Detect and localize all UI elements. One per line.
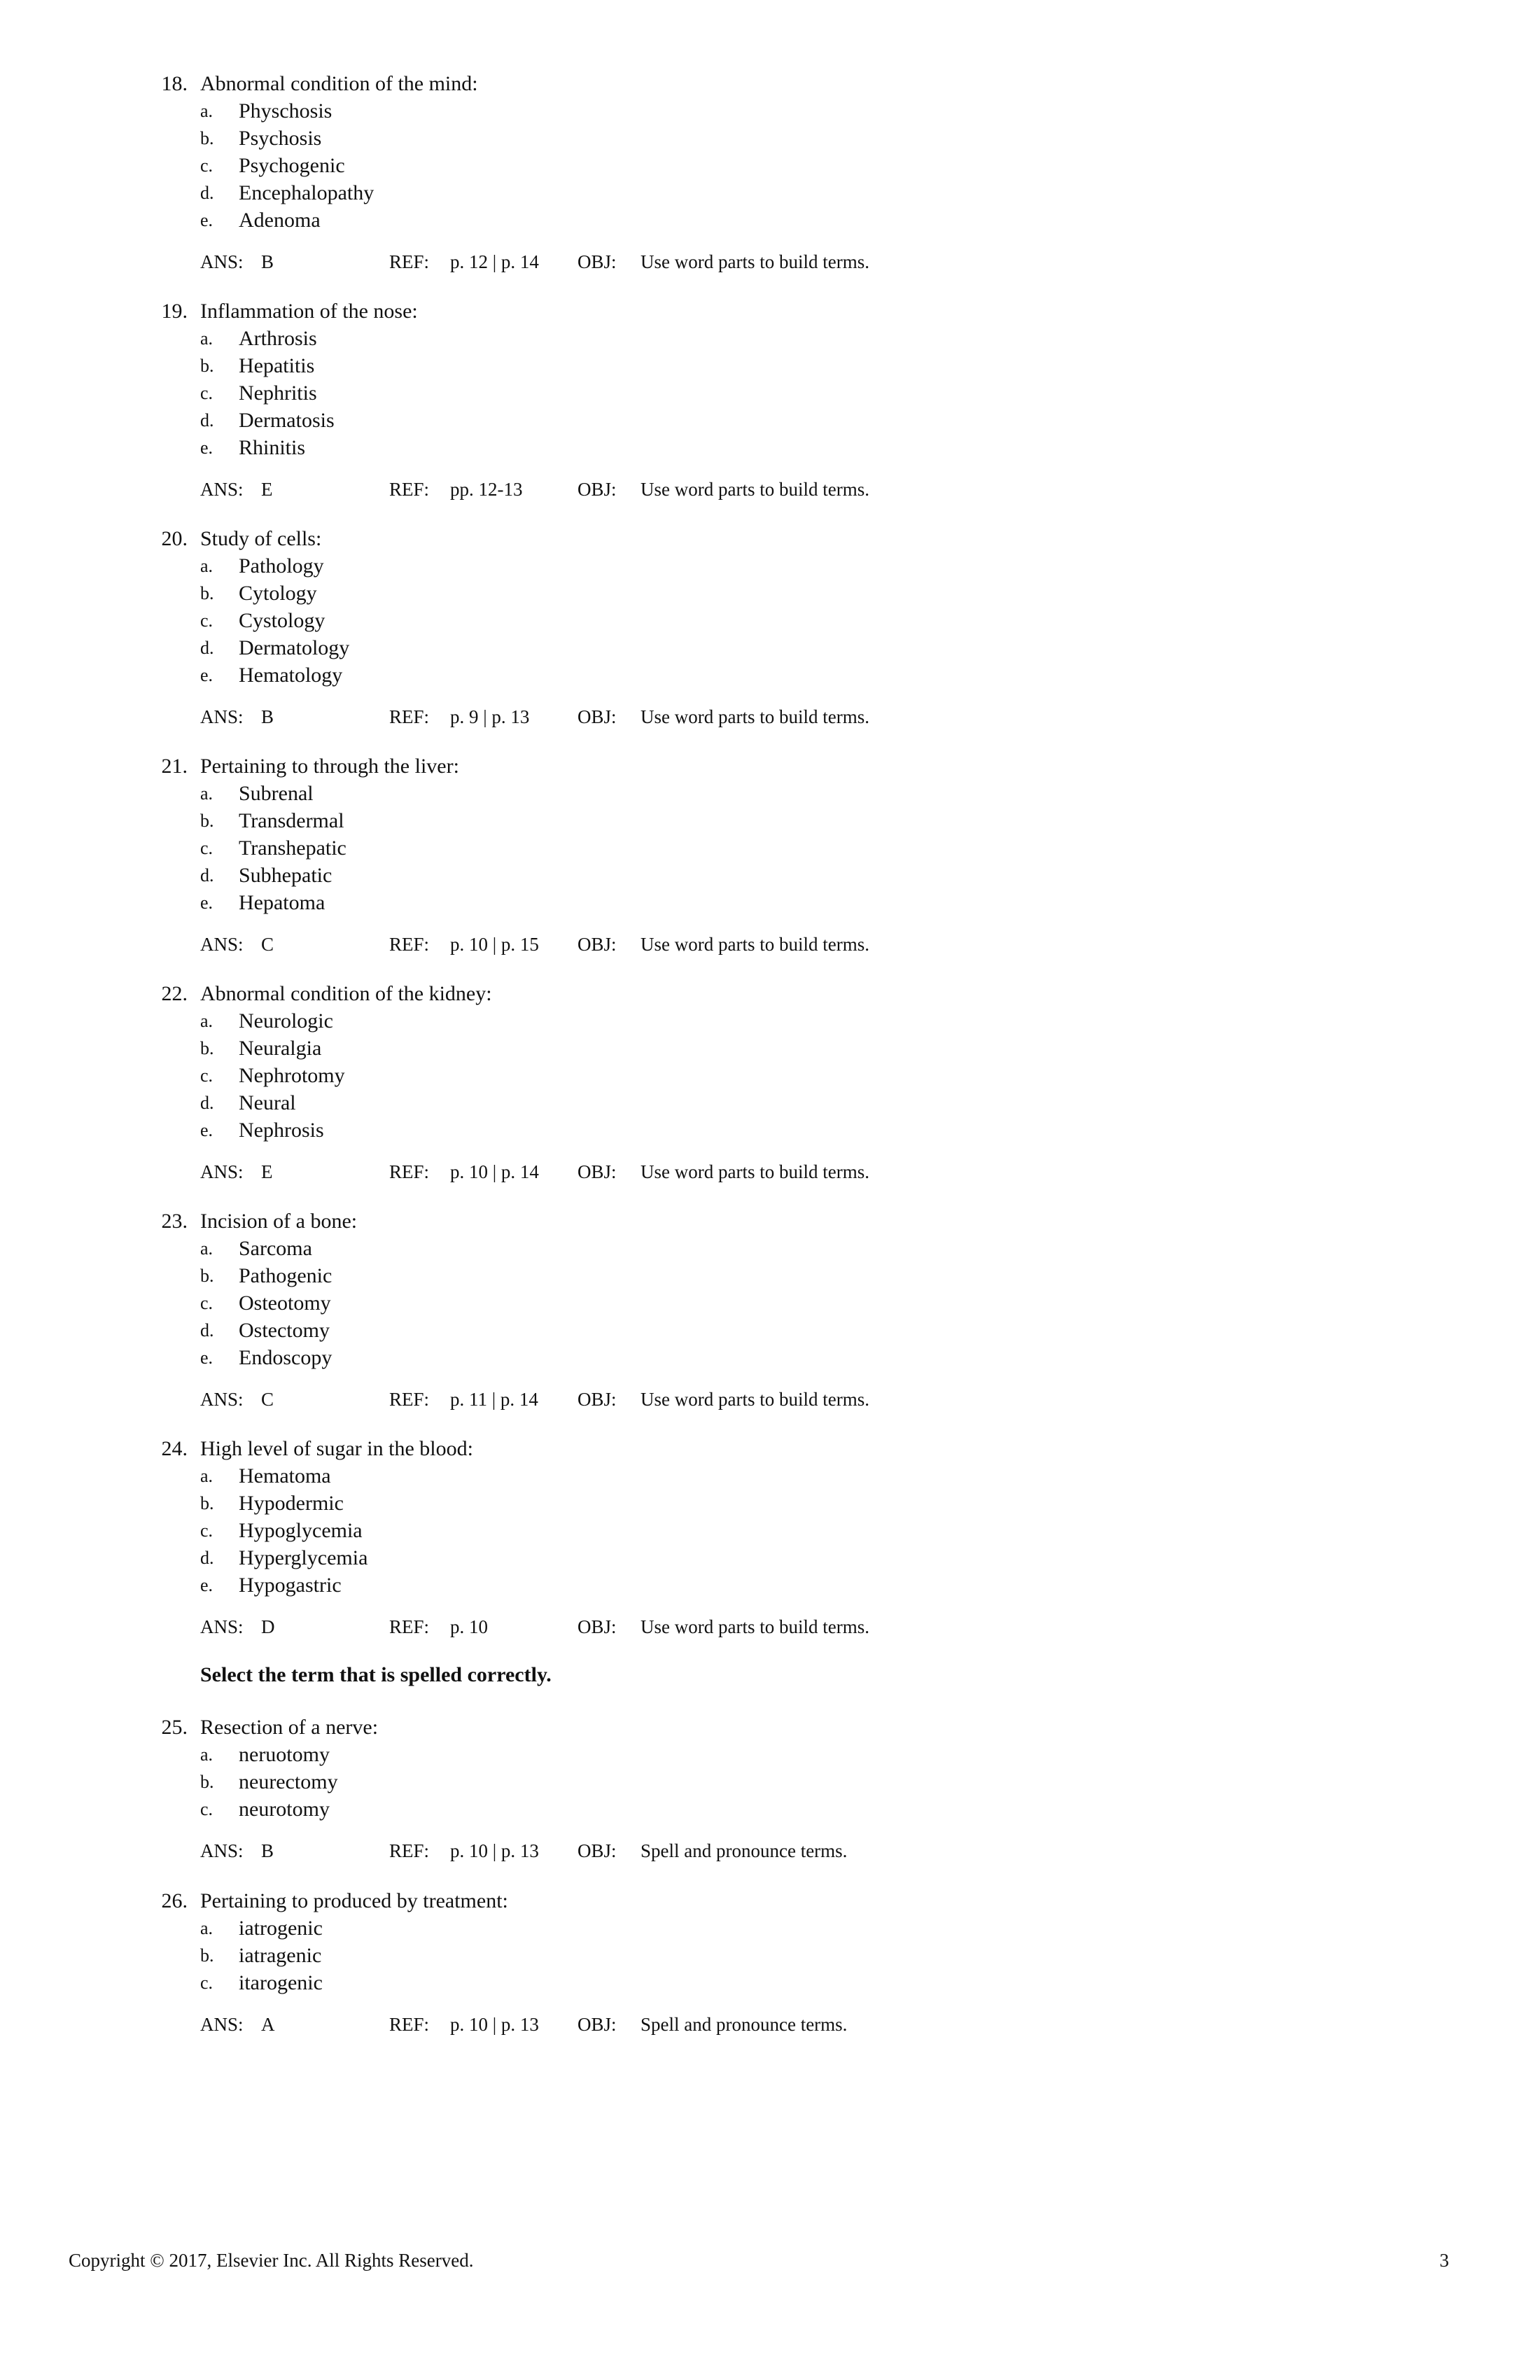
option-letter: b. bbox=[200, 128, 214, 148]
option-text: Encephalopathy bbox=[239, 181, 374, 204]
objective-value: Use word parts to build terms. bbox=[640, 934, 869, 955]
question-stem-row bbox=[147, 525, 1197, 552]
reference-label: REF: bbox=[389, 1840, 430, 1861]
question-number: 20. bbox=[161, 527, 188, 550]
reference-label: REF: bbox=[389, 2014, 430, 2035]
answer-label: ANS: bbox=[200, 479, 244, 500]
option-letter: e. bbox=[200, 1348, 214, 1368]
option-letter: a. bbox=[200, 1744, 214, 1765]
option-text: Subhepatic bbox=[239, 864, 332, 887]
reference-value: p. 9 | p. 13 bbox=[450, 706, 530, 727]
option-letter: c. bbox=[200, 1293, 214, 1313]
objective-value: Use word parts to build terms. bbox=[640, 706, 869, 727]
option-list bbox=[147, 1914, 1197, 1996]
option-text: Psychosis bbox=[239, 127, 322, 150]
option-c bbox=[147, 1289, 1197, 1317]
option-a bbox=[147, 552, 1197, 580]
option-a bbox=[147, 1914, 1197, 1942]
option-letter: c. bbox=[200, 383, 214, 403]
option-list bbox=[147, 1741, 1197, 1823]
option-letter: c. bbox=[200, 1065, 214, 1086]
option-d bbox=[147, 1089, 1197, 1116]
objective-value: Use word parts to build terms. bbox=[640, 1389, 869, 1410]
option-d bbox=[147, 634, 1197, 662]
option-c bbox=[147, 1517, 1197, 1544]
question-24 bbox=[147, 1435, 1197, 1641]
question-stem-row bbox=[147, 1714, 1197, 1741]
objective-value: Use word parts to build terms. bbox=[640, 251, 869, 272]
reference-value: pp. 12-13 bbox=[450, 479, 523, 500]
option-text: Endoscopy bbox=[239, 1346, 332, 1369]
option-list bbox=[147, 1462, 1197, 1599]
option-text: Hematoma bbox=[239, 1464, 331, 1488]
option-d bbox=[147, 862, 1197, 889]
answer-value: E bbox=[261, 479, 273, 500]
option-text: neurectomy bbox=[239, 1770, 338, 1793]
option-letter: e. bbox=[200, 1575, 214, 1595]
option-letter: c. bbox=[200, 155, 214, 176]
option-text: Neural bbox=[239, 1091, 296, 1114]
option-text: neruotomy bbox=[239, 1743, 330, 1766]
question-stem-row bbox=[147, 980, 1197, 1007]
reference-label: REF: bbox=[389, 1389, 430, 1410]
question-26 bbox=[147, 1887, 1197, 2038]
objective-label: OBJ: bbox=[578, 1616, 617, 1637]
option-b bbox=[147, 1490, 1197, 1517]
question-text: Resection of a nerve: bbox=[200, 1716, 379, 1739]
option-text: Pathology bbox=[239, 554, 324, 578]
option-letter: b. bbox=[200, 1266, 214, 1286]
option-e bbox=[147, 1116, 1197, 1144]
objective-label: OBJ: bbox=[578, 2014, 617, 2035]
option-e bbox=[147, 889, 1197, 916]
option-letter: d. bbox=[200, 1548, 214, 1568]
option-c bbox=[147, 379, 1197, 407]
question-18 bbox=[147, 70, 1197, 276]
option-text: Hepatitis bbox=[239, 354, 315, 377]
reference-label: REF: bbox=[389, 934, 430, 955]
question-number: 25. bbox=[161, 1716, 188, 1739]
reference-label: REF: bbox=[389, 251, 430, 272]
copyright-notice: Copyright © 2017, Elsevier Inc. All Rights Reserved. bbox=[69, 2250, 474, 2271]
option-letter: a. bbox=[200, 783, 214, 804]
option-e bbox=[147, 434, 1197, 461]
option-letter: a. bbox=[200, 101, 214, 121]
option-text: Osteotomy bbox=[239, 1292, 331, 1315]
option-d bbox=[147, 407, 1197, 434]
answer-line bbox=[147, 1837, 1197, 1865]
option-b bbox=[147, 1035, 1197, 1062]
question-number: 23. bbox=[161, 1210, 188, 1233]
option-text: Psychogenic bbox=[239, 154, 345, 177]
answer-value: B bbox=[261, 706, 274, 727]
answer-label: ANS: bbox=[200, 1840, 244, 1861]
option-text: Nephrosis bbox=[239, 1119, 324, 1142]
option-text: Ostectomy bbox=[239, 1319, 330, 1342]
option-letter: a. bbox=[200, 556, 214, 576]
question-stem-row bbox=[147, 1435, 1197, 1462]
option-c bbox=[147, 152, 1197, 179]
question-25 bbox=[147, 1714, 1197, 1865]
option-letter: b. bbox=[200, 811, 214, 831]
question-number: 26. bbox=[161, 1889, 188, 1912]
option-letter: b. bbox=[200, 1038, 214, 1058]
option-letter: c. bbox=[200, 1520, 214, 1541]
answer-line bbox=[147, 931, 1197, 958]
option-e bbox=[147, 662, 1197, 689]
option-e bbox=[147, 1344, 1197, 1371]
option-a bbox=[147, 97, 1197, 125]
option-b bbox=[147, 352, 1197, 379]
question-20 bbox=[147, 525, 1197, 731]
objective-value: Use word parts to build terms. bbox=[640, 1161, 869, 1182]
option-letter: c. bbox=[200, 610, 214, 631]
question-text: Study of cells: bbox=[200, 527, 322, 550]
objective-label: OBJ: bbox=[578, 1389, 617, 1410]
reference-label: REF: bbox=[389, 706, 430, 727]
objective-value: Use word parts to build terms. bbox=[640, 1616, 869, 1637]
option-text: Hyperglycemia bbox=[239, 1546, 368, 1569]
option-letter: b. bbox=[200, 1493, 214, 1513]
option-list bbox=[147, 1235, 1197, 1371]
answer-label: ANS: bbox=[200, 1616, 244, 1637]
option-text: iatragenic bbox=[239, 1944, 322, 1967]
answer-line bbox=[147, 1614, 1197, 1641]
option-c bbox=[147, 1795, 1197, 1823]
question-text: Abnormal condition of the mind: bbox=[200, 72, 478, 95]
question-19 bbox=[147, 298, 1197, 503]
question-text: Pertaining to through the liver: bbox=[200, 755, 459, 778]
option-list bbox=[147, 552, 1197, 689]
option-list bbox=[147, 325, 1197, 461]
objective-value: Spell and pronounce terms. bbox=[640, 1840, 848, 1861]
option-letter: b. bbox=[200, 356, 214, 376]
option-letter: e. bbox=[200, 438, 214, 458]
answer-value: C bbox=[261, 1389, 274, 1410]
objective-label: OBJ: bbox=[578, 1840, 617, 1861]
option-c bbox=[147, 607, 1197, 634]
answer-label: ANS: bbox=[200, 1389, 244, 1410]
reference-value: p. 10 | p. 13 bbox=[450, 2014, 539, 2035]
option-letter: a. bbox=[200, 1466, 214, 1486]
option-a bbox=[147, 1741, 1197, 1768]
option-letter: e. bbox=[200, 210, 214, 230]
option-text: Subrenal bbox=[239, 782, 314, 805]
option-letter: d. bbox=[200, 865, 214, 886]
option-letter: b. bbox=[200, 1945, 214, 1966]
option-c bbox=[147, 1062, 1197, 1089]
question-number: 22. bbox=[161, 982, 188, 1005]
reference-value: p. 10 bbox=[450, 1616, 488, 1637]
answer-line bbox=[147, 248, 1197, 276]
answer-label: ANS: bbox=[200, 706, 244, 727]
option-letter: d. bbox=[200, 1320, 214, 1340]
option-letter: a. bbox=[200, 1238, 214, 1259]
reference-label: REF: bbox=[389, 1616, 430, 1637]
question-22 bbox=[147, 980, 1197, 1186]
reference-value: p. 10 | p. 15 bbox=[450, 934, 539, 955]
question-number: 18. bbox=[161, 72, 188, 95]
option-e bbox=[147, 1572, 1197, 1599]
option-d bbox=[147, 1544, 1197, 1572]
option-text: Hematology bbox=[239, 664, 343, 687]
answer-value: A bbox=[261, 2014, 275, 2035]
answer-value: B bbox=[261, 1840, 274, 1861]
objective-label: OBJ: bbox=[578, 479, 617, 500]
reference-value: p. 10 | p. 14 bbox=[450, 1161, 539, 1182]
option-letter: c. bbox=[200, 838, 214, 858]
option-b bbox=[147, 580, 1197, 607]
option-e bbox=[147, 206, 1197, 234]
option-b bbox=[147, 1768, 1197, 1795]
question-number: 21. bbox=[161, 755, 188, 778]
option-list bbox=[147, 1007, 1197, 1144]
option-list bbox=[147, 97, 1197, 234]
option-text: Neuralgia bbox=[239, 1037, 322, 1060]
answer-value: D bbox=[261, 1616, 275, 1637]
question-stem-row bbox=[147, 70, 1197, 97]
option-letter: a. bbox=[200, 1918, 214, 1938]
option-letter: d. bbox=[200, 1093, 214, 1113]
objective-value: Spell and pronounce terms. bbox=[640, 2014, 848, 2035]
option-text: Hypogastric bbox=[239, 1574, 342, 1597]
objective-label: OBJ: bbox=[578, 251, 617, 272]
option-d bbox=[147, 1317, 1197, 1344]
option-text: Transdermal bbox=[239, 809, 344, 832]
reference-label: REF: bbox=[389, 1161, 430, 1182]
section-heading: Select the term that is spelled correctly. bbox=[200, 1663, 552, 1686]
answer-label: ANS: bbox=[200, 251, 244, 272]
option-text: Rhinitis bbox=[239, 436, 306, 459]
option-text: Pathogenic bbox=[239, 1264, 332, 1287]
option-text: neurotomy bbox=[239, 1798, 330, 1821]
option-text: Arthrosis bbox=[239, 327, 317, 350]
reference-label: REF: bbox=[389, 479, 430, 500]
option-letter: e. bbox=[200, 892, 214, 913]
answer-line bbox=[147, 476, 1197, 503]
option-text: Neurologic bbox=[239, 1009, 333, 1032]
question-text: Abnormal condition of the kidney: bbox=[200, 982, 492, 1005]
option-letter: e. bbox=[200, 1120, 214, 1140]
option-letter: d. bbox=[200, 638, 214, 658]
option-letter: c. bbox=[200, 1973, 214, 1993]
option-c bbox=[147, 834, 1197, 862]
option-text: Hypodermic bbox=[239, 1492, 344, 1515]
objective-label: OBJ: bbox=[578, 1161, 617, 1182]
option-text: Hepatoma bbox=[239, 891, 326, 914]
option-d bbox=[147, 179, 1197, 206]
option-text: Sarcoma bbox=[239, 1237, 312, 1260]
option-a bbox=[147, 1235, 1197, 1262]
objective-value: Use word parts to build terms. bbox=[640, 479, 869, 500]
answer-value: B bbox=[261, 251, 274, 272]
option-text: Adenoma bbox=[239, 209, 321, 232]
option-b bbox=[147, 1262, 1197, 1289]
option-letter: a. bbox=[200, 328, 214, 349]
option-b bbox=[147, 807, 1197, 834]
question-21 bbox=[147, 752, 1197, 958]
answer-value: C bbox=[261, 934, 274, 955]
question-stem-row bbox=[147, 1208, 1197, 1235]
option-text: Nephritis bbox=[239, 382, 317, 405]
option-text: Dermatology bbox=[239, 636, 350, 659]
option-letter: b. bbox=[200, 1772, 214, 1792]
option-text: Dermatosis bbox=[239, 409, 335, 432]
objective-label: OBJ: bbox=[578, 706, 617, 727]
option-text: Cytology bbox=[239, 582, 317, 605]
option-a bbox=[147, 1007, 1197, 1035]
reference-value: p. 11 | p. 14 bbox=[450, 1389, 538, 1410]
objective-label: OBJ: bbox=[578, 934, 617, 955]
answer-label: ANS: bbox=[200, 2014, 244, 2035]
question-23 bbox=[147, 1208, 1197, 1413]
option-text: Physchosis bbox=[239, 99, 332, 122]
option-letter: e. bbox=[200, 665, 214, 685]
option-a bbox=[147, 1462, 1197, 1490]
answer-label: ANS: bbox=[200, 934, 244, 955]
option-letter: d. bbox=[200, 183, 214, 203]
question-stem-row bbox=[147, 298, 1197, 325]
question-stem-row bbox=[147, 752, 1197, 780]
option-b bbox=[147, 1942, 1197, 1969]
page-number: 3 bbox=[1439, 2250, 1449, 2271]
option-text: itarogenic bbox=[239, 1971, 323, 1994]
option-letter: d. bbox=[200, 410, 214, 430]
answer-line bbox=[147, 1158, 1197, 1186]
option-a bbox=[147, 325, 1197, 352]
option-letter: b. bbox=[200, 583, 214, 603]
option-text: Transhepatic bbox=[239, 836, 346, 860]
option-letter: a. bbox=[200, 1011, 214, 1031]
option-text: iatrogenic bbox=[239, 1917, 323, 1940]
question-text: Inflammation of the nose: bbox=[200, 300, 418, 323]
answer-value: E bbox=[261, 1161, 273, 1182]
question-text: Pertaining to produced by treatment: bbox=[200, 1889, 508, 1912]
option-text: Nephrotomy bbox=[239, 1064, 345, 1087]
option-b bbox=[147, 125, 1197, 152]
option-text: Hypoglycemia bbox=[239, 1519, 363, 1542]
question-stem-row bbox=[147, 1887, 1197, 1914]
question-number: 24. bbox=[161, 1437, 188, 1460]
option-letter: c. bbox=[200, 1799, 214, 1819]
option-text: Cystology bbox=[239, 609, 326, 632]
option-c bbox=[147, 1969, 1197, 1996]
reference-value: p. 10 | p. 13 bbox=[450, 1840, 539, 1861]
answer-line bbox=[147, 1386, 1197, 1413]
answer-line bbox=[147, 704, 1197, 731]
option-list bbox=[147, 780, 1197, 916]
question-text: High level of sugar in the blood: bbox=[200, 1437, 473, 1460]
question-number: 19. bbox=[161, 300, 188, 323]
question-text: Incision of a bone: bbox=[200, 1210, 358, 1233]
reference-value: p. 12 | p. 14 bbox=[450, 251, 539, 272]
answer-label: ANS: bbox=[200, 1161, 244, 1182]
option-a bbox=[147, 780, 1197, 807]
answer-line bbox=[147, 2011, 1197, 2038]
